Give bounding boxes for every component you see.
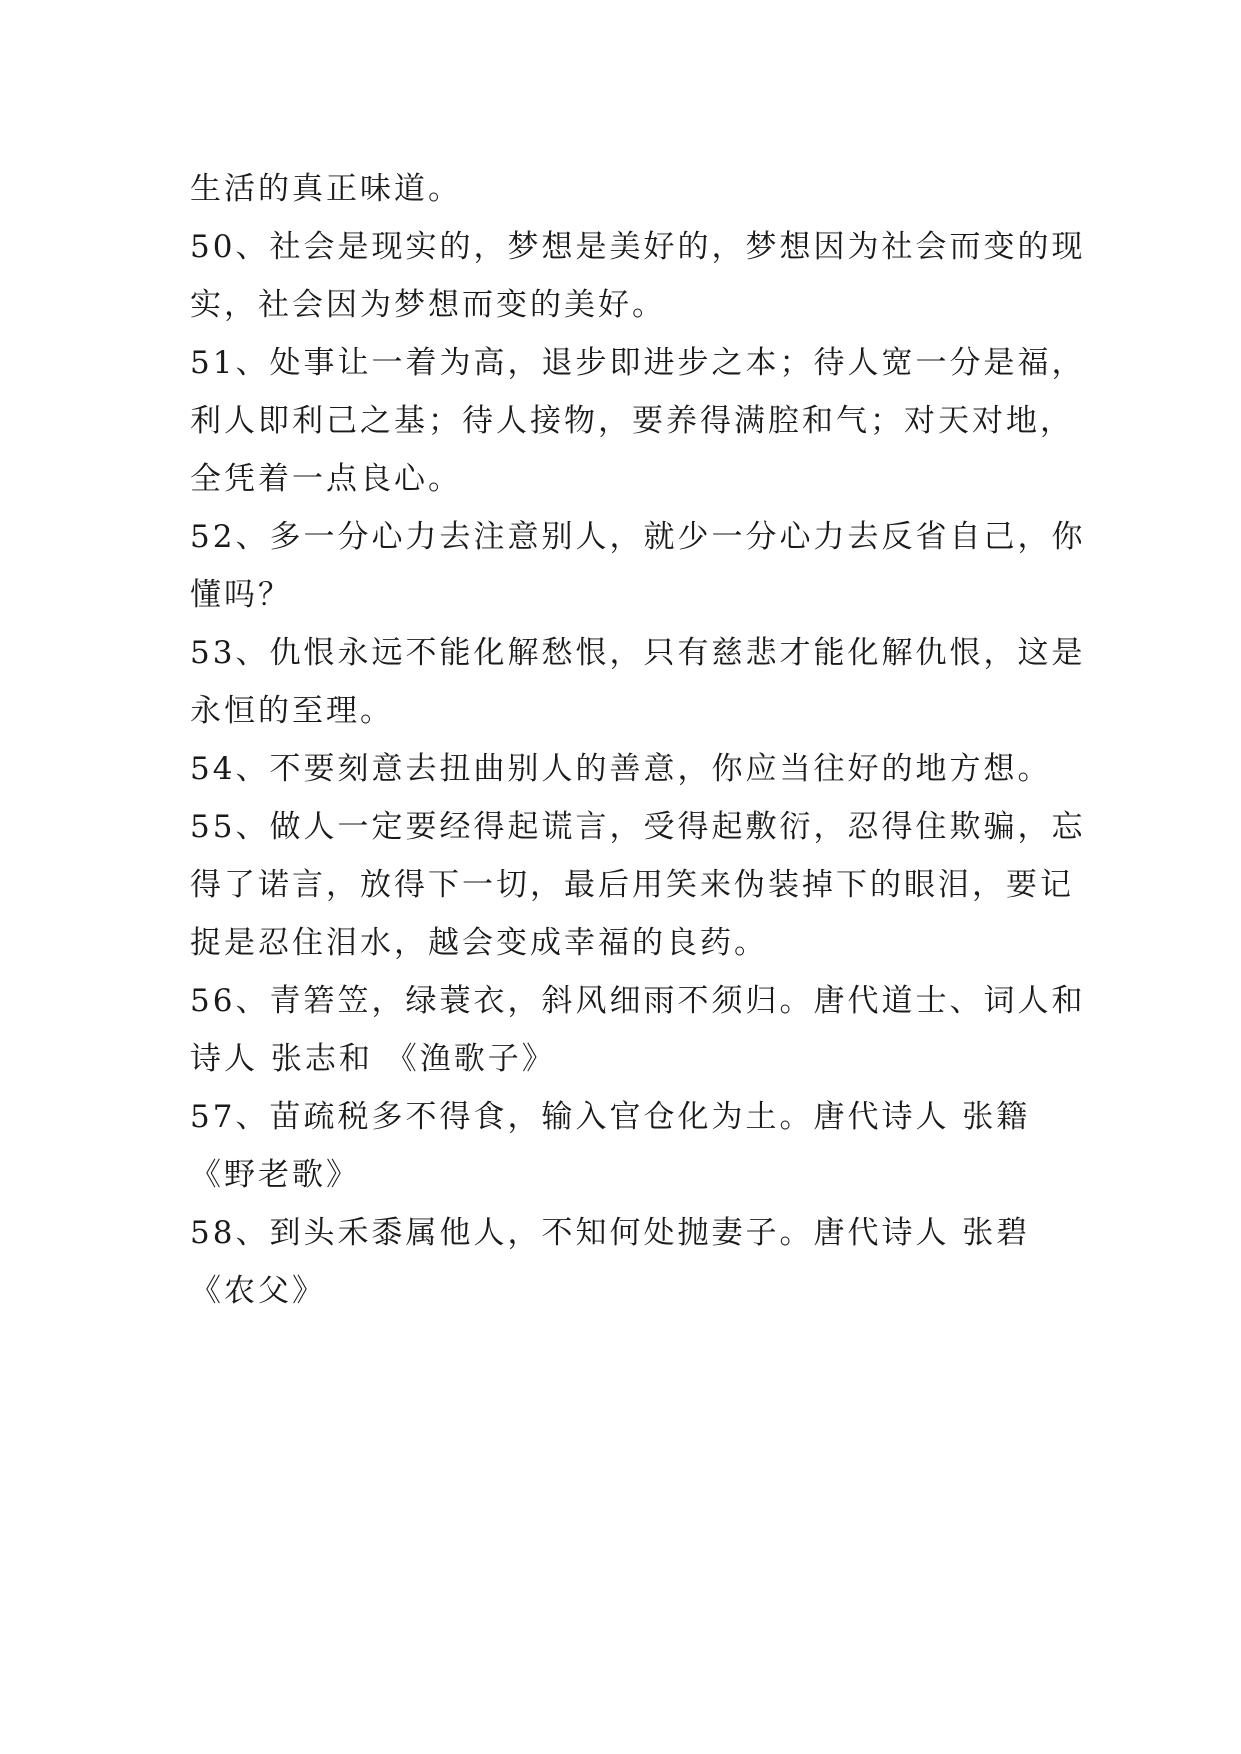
text-line: 52、多一分心力去注意别人，就少一分心力去反省自己，你 — [190, 519, 1086, 555]
text-line: 生活的真正味道。 — [190, 171, 462, 207]
text-line: 诗人 张志和 《渔歌子》 — [190, 1041, 556, 1077]
text-line: 55、做人一定要经得起谎言，受得起敷衍，忍得住欺骗，忘 — [190, 809, 1086, 845]
text-line: 50、社会是现实的，梦想是美好的，梦想因为社会而变的现 — [190, 229, 1086, 265]
text-line: 《农父》 — [190, 1273, 326, 1309]
text-line: 永恒的至理。 — [190, 693, 394, 729]
text-line: 51、处事让一着为高，退步即进步之本；待人宽一分是福， — [190, 345, 1086, 381]
text-line: 58、到头禾黍属他人，不知何处抛妻子。唐代诗人 张碧 — [190, 1215, 1031, 1251]
text-line: 《野老歌》 — [190, 1157, 360, 1193]
text-line: 53、仇恨永远不能化解愁恨，只有慈悲才能化解仇恨，这是 — [190, 635, 1086, 671]
text-line: 全凭着一点良心。 — [190, 461, 462, 497]
text-line: 56、青箬笠，绿蓑衣，斜风细雨不须归。唐代道士、词人和 — [190, 983, 1086, 1019]
text-line: 捉是忍住泪水，越会变成幸福的良药。 — [190, 925, 768, 961]
text-line: 54、不要刻意去扭曲别人的善意，你应当往好的地方想。 — [190, 751, 1052, 787]
text-line: 实，社会因为梦想而变的美好。 — [190, 287, 666, 323]
text-line: 懂吗？ — [190, 577, 292, 613]
text-line: 得了诺言，放得下一切，最后用笑来伪装掉下的眼泪，要记 — [190, 867, 1074, 903]
text-line: 利人即利己之基；待人接物，要养得满腔和气；对天对地， — [190, 403, 1074, 439]
text-line: 57、苗疏税多不得食，输入官仓化为土。唐代诗人 张籍 — [190, 1099, 1031, 1135]
document-body — [190, 160, 1086, 1320]
